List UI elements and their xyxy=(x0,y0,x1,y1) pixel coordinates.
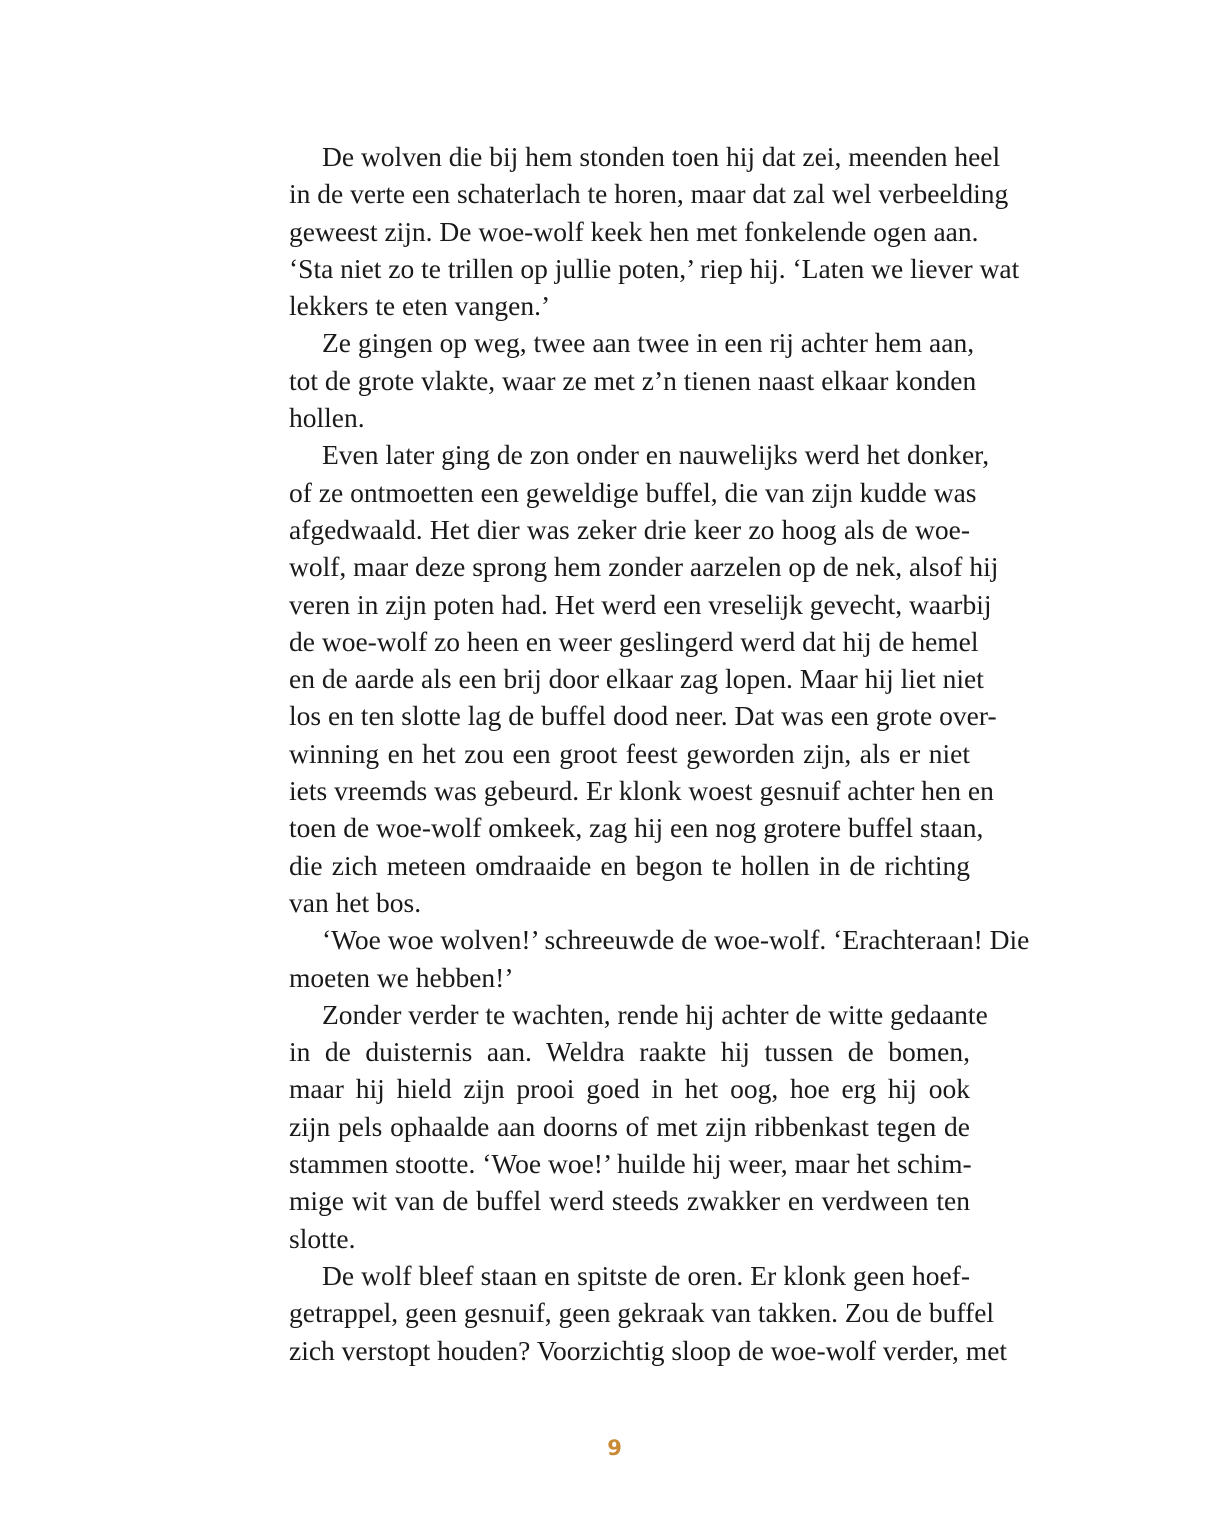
paragraph-1-line-0: Ze gingen op weg, twee aan twee in een rij achter hem aan, xyxy=(322,327,975,359)
paragraph-2-line-8: winning en het zou een groot feest geworden zijn, als er niet xyxy=(289,737,970,769)
paragraph-4-line-5: mige wit van de buffel werd steeds zwakker en verdween ten xyxy=(289,1185,970,1217)
paragraph-2-line-6: en de aarde als een brij door elkaar zag lopen. Maar hij liet niet xyxy=(289,663,984,695)
paragraph-4-line-2: maar hij hield zijn prooi goed in het oog, hoe erg hij ook xyxy=(289,1073,970,1105)
paragraph-0-line-3: ‘Sta niet zo te trillen op jullie poten,’ riep hij. ‘Laten we liever wat xyxy=(289,252,1020,284)
paragraph-4-line-0: Zonder verder te wachten, rende hij achter de witte gedaante xyxy=(322,998,988,1030)
paragraph-4-line-3: zijn pels ophaalde aan doorns of met zijn ribbenkast tegen de xyxy=(289,1110,970,1142)
paragraph-3-line-1: moeten we hebben!’ xyxy=(289,961,514,993)
paragraph-2-line-4: veren in zijn poten had. Het werd een vreselijk gevecht, waarbij xyxy=(289,588,992,620)
paragraph-2-line-0: Even later ging de zon onder en nauwelijks werd het donker, xyxy=(322,439,990,471)
paragraph-2-line-7: los en ten slotte lag de buffel dood neer. Dat was een grote over- xyxy=(289,700,997,732)
paragraph-1-line-2: hollen. xyxy=(289,402,365,434)
paragraph-1-line-1: tot de grote vlakte, waar ze met z’n tienen naast elkaar konden xyxy=(289,364,977,396)
body-text xyxy=(289,138,1030,1369)
paragraph-5-line-2: zich verstopt houden? Voorzichtig sloop de woe-wolf verder, met xyxy=(289,1334,1008,1366)
paragraph-2-line-5: de woe-wolf zo heen en weer geslingerd werd dat hij de hemel xyxy=(289,625,979,657)
paragraph-0-line-0: De wolven die bij hem stonden toen hij dat zei, meenden heel xyxy=(322,141,1001,172)
paragraph-2-line-12: van het bos. xyxy=(289,886,422,918)
paragraph-2-line-9: iets vreemds was gebeurd. Er klonk woest gesnuif achter hen en xyxy=(289,775,994,807)
paragraph-4-line-4: stammen stootte. ‘Woe woe!’ huilde hij weer, maar het schim- xyxy=(289,1148,972,1180)
page-number: 9 xyxy=(607,1436,622,1460)
paragraph-3-line-0: ‘Woe woe wolven!’ schreeuwde de woe-wolf. ‘Erachteraan! Die xyxy=(322,924,1030,956)
paragraph-2-line-3: wolf, maar deze sprong hem zonder aarzelen op de nek, alsof hij xyxy=(289,551,999,583)
paragraph-5-line-0: De wolf bleef staan en spitste de oren. Er klonk geen hoef- xyxy=(322,1259,970,1291)
paragraph-2-line-10: toen de woe-wolf omkeek, zag hij een nog grotere buffel staan, xyxy=(289,812,984,844)
paragraph-5-line-1: getrappel, geen gesnuif, geen gekraak van takken. Zou de buffel xyxy=(289,1297,995,1329)
paragraph-0-line-1: in de verte een schaterlach te horen, maar dat zal wel verbeelding xyxy=(289,178,1009,210)
paragraph-2-line-2: afgedwaald. Het dier was zeker drie keer zo hoog als de woe- xyxy=(289,513,970,545)
paragraph-4-line-1: in de duisternis aan. Weldra raakte hij tussen de bomen, xyxy=(289,1036,970,1068)
paragraph-0-line-2: geweest zijn. De woe-wolf keek hen met fonkelende ogen aan. xyxy=(289,215,979,247)
paragraph-0-line-4: lekkers te eten vangen.’ xyxy=(289,290,551,322)
paragraph-4-line-6: slotte. xyxy=(289,1222,356,1254)
paragraph-2-line-1: of ze ontmoetten een geweldige buffel, die van zijn kudde was xyxy=(289,476,977,508)
paragraph-2-line-11: die zich meteen omdraaide en begon te hollen in de richting xyxy=(289,849,970,881)
